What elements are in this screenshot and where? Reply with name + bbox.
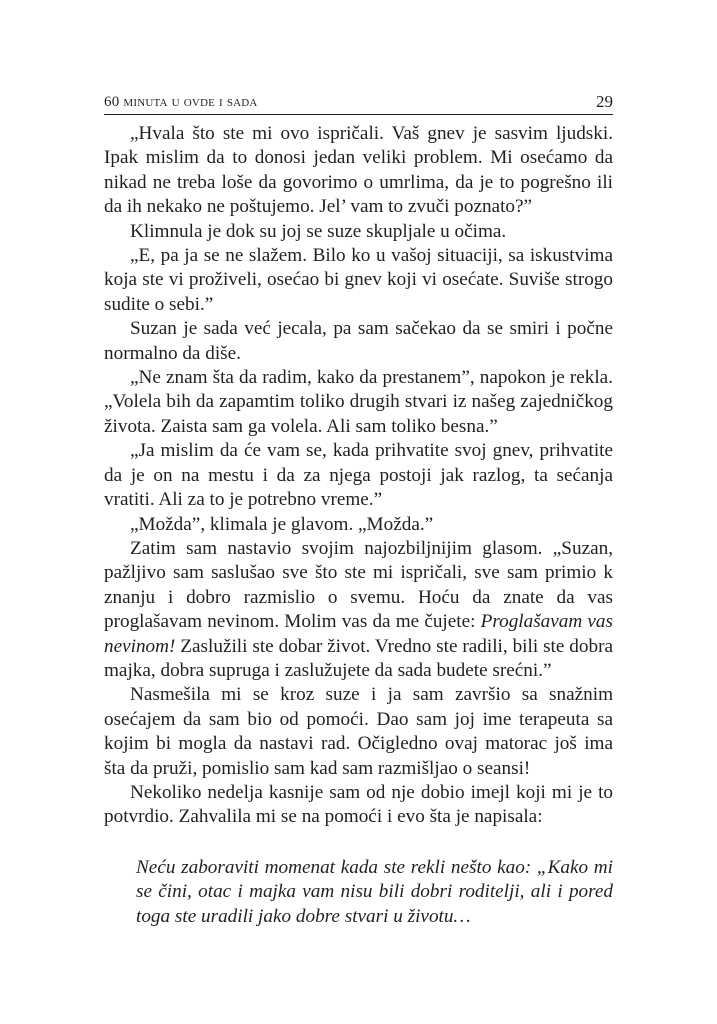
- paragraph-8-emphasis: Proglašavam vas nevinom!: [104, 611, 613, 657]
- paragraph-3: „E, pa ja se ne slažem. Bilo ko u vašoj situaciji, sa iskustvima koja ste vi proživeli, osećao bi gnev koji vi osećate. Suviše strogo sudite o sebi.”: [104, 245, 613, 315]
- page-number: 29: [596, 92, 613, 111]
- running-title: 60 minuta u ovde i sada: [104, 94, 258, 110]
- paragraph-8-text-before: Zatim sam nastavio svojim najozbiljnijim glasom. „Suzan, pažljivo sam saslušao sve što ste mi ispričali, sve sam primio k znanju i dobro razmislio o svemu. Hoću da znate da vas proglašavam nevinom. Molim vas da me čujete:: [104, 537, 613, 633]
- block-quote: Neću zaboraviti momenat kada ste rekli nešto kao: „Kako mi se čini, otac i majka vam nisu bili dobri roditelji, ali i pored toga ste uradili jako dobre stvari u životu…: [136, 856, 613, 927]
- paragraph-10: Nekoliko nedelja kasnije sam od nje dobio imejl koji mi je to potvrdio. Zahvalila mi se na pomoći i evo šta je napisala:: [104, 781, 613, 828]
- paragraph-1: „Hvala što ste mi ovo ispričali. Vaš gnev je sasvim ljudski. Ipak mislim da to donosi jedan veliki problem. Mi osećamo da nikad ne treba loše da govorimo o umrlima, da je to pogrešno ili da ih nekako ne poštujemo. Jel’ vam to zvuči poznato?”: [104, 123, 613, 218]
- paragraph-4: Suzan je sada već jecala, pa sam sačekao da se smiri i počne normalno da diše.: [104, 318, 613, 364]
- paragraph-6: „Ja mislim da će vam se, kada prihvatite svoj gnev, prihvatite da je on na mestu i da za njega postoji jak razlog, ta sećanja vratiti. Ali za to je potrebno vreme.”: [104, 440, 613, 511]
- paragraph-8: [104, 537, 613, 683]
- paragraph-7: „Možda”, klimala je glavom. „Možda.”: [130, 513, 434, 535]
- paragraph-2: Klimnula je dok su joj se suze skupljale u očima.: [130, 220, 507, 242]
- paragraph-5: „Ne znam šta da radim, kako da prestanem”, napokon je rekla. „Volela bih da zapamtim toliko drugih stvari iz našeg zajedničkog života. Zaista sam ga volela. Ali sam toliko besna.”: [104, 367, 613, 437]
- running-header: [104, 92, 613, 115]
- body-text: [104, 122, 613, 929]
- paragraph-8-text-after: Zaslužili ste dobar život. Vredno ste radili, bili ste dobra majka, dobra supruga i zaslužujete da sada budete srećni.”: [104, 635, 613, 681]
- paragraph-9: Nasmešila mi se kroz suze i ja sam završio sa snažnim osećajem da sam bio od pomoći. Dao sam joj ime terapeuta sa kojim bi mogla da nastavi rad. Očigledno ovaj matorac još ima šta da pruži, pomislio sam kad sam razmišljao o seansi!: [104, 684, 613, 779]
